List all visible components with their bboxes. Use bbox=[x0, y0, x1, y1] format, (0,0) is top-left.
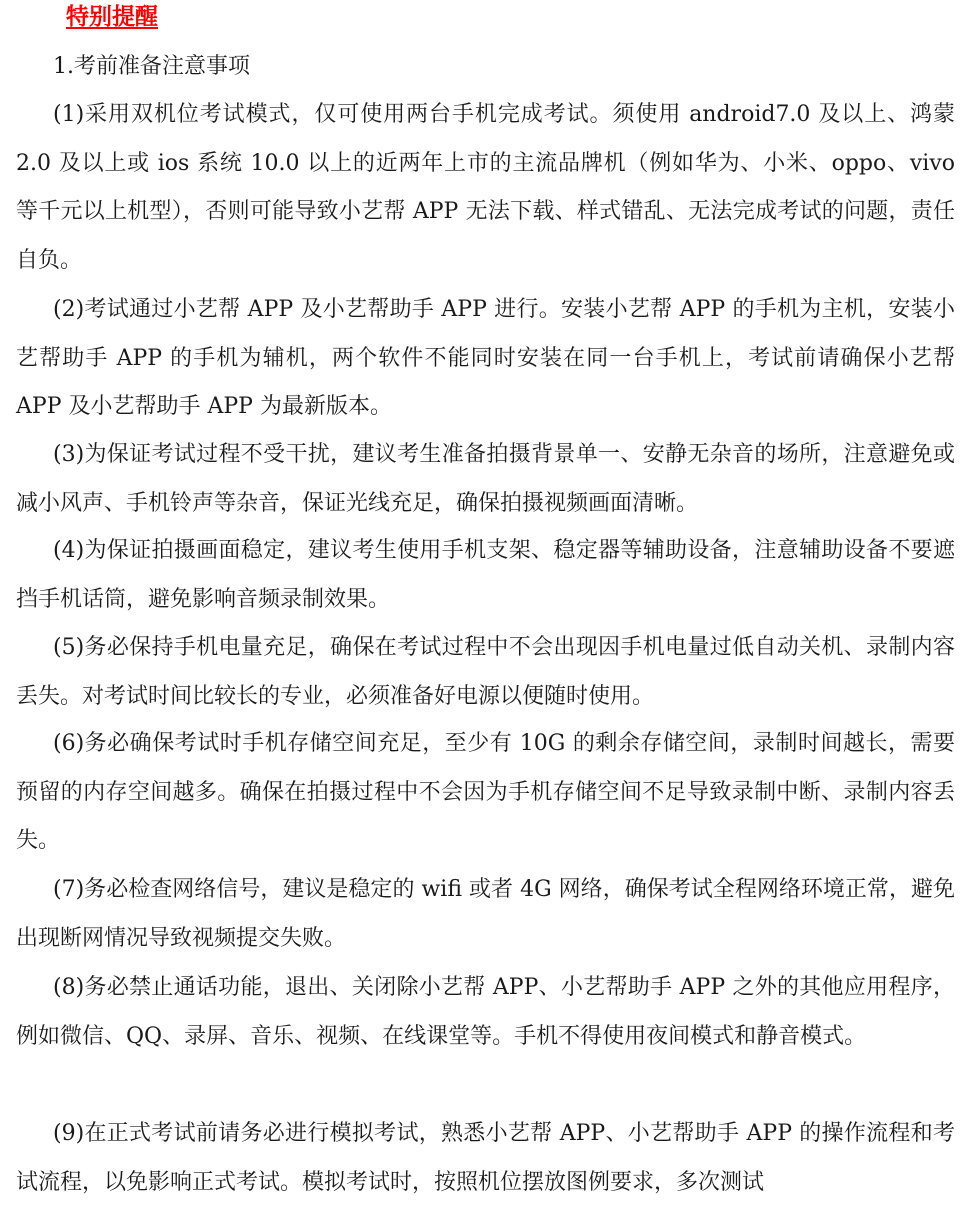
special-reminder-heading: 特别提醒 bbox=[66, 4, 158, 30]
paragraph-9: (9)在正式考试前请务必进行模拟考试，熟悉小艺帮 APP、小艺帮助手 APP 的操作流程和考试流程，以免影响正式考试。模拟考试时，按照机位摆放图例要求，多次测试 bbox=[16, 1121, 955, 1195]
paragraph-3: (3)为保证考试过程不受干扰，建议考生准备拍摄背景单一、安静无杂音的场所，注意避免或减小风声、手机铃声等杂音，保证光线充足，确保拍摄视频画面清晰。 bbox=[16, 442, 955, 516]
paragraph-5: (5)务必保持手机电量充足，确保在考试过程中不会出现因手机电量过低自动关机、录制内容丢失。对考试时间比较长的专业，必须准备好电源以便随时使用。 bbox=[16, 635, 955, 709]
section-title: 1.考前准备注意事项 bbox=[53, 54, 250, 79]
paragraph-6: (6)务必确保考试时手机存储空间充足，至少有 10G 的剩余存储空间，录制时间越长，需要预留的内存空间越多。确保在拍摄过程中不会因为手机存储空间不足导致录制中断、录制内容丢失。 bbox=[16, 731, 955, 854]
paragraph-1: (1)采用双机位考试模式，仅可使用两台手机完成考试。须使用 android7.0 及以上、鸿蒙 2.0 及以上或 ios 系统 10.0 以上的近两年上市的主流品牌机（例如华为、小米、oppo、vivo 等千元以上机型），否则可能导致小艺帮 APP 无法下载、样式错乱、无法完成考试的问题，责任自负。 bbox=[16, 102, 955, 273]
paragraph-7: (7)务必检查网络信号，建议是稳定的 wifi 或者 4G 网络，确保考试全程网络环境正常，避免出现断网情况导致视频提交失败。 bbox=[16, 877, 955, 951]
paragraph-2: (2)考试通过小艺帮 APP 及小艺帮助手 APP 进行。安装小艺帮 APP 的手机为主机，安装小艺帮助手 APP 的手机为辅机，两个软件不能同时安装在同一台手机上，考试前请确保小艺帮 APP 及小艺帮助手 APP 为最新版本。 bbox=[16, 297, 955, 420]
paragraph-8: (8)务必禁止通话功能，退出、关闭除小艺帮 APP、小艺帮助手 APP 之外的其他应用程序，例如微信、QQ、录屏、音乐、视频、在线课堂等。手机不得使用夜间模式和静音模式。 bbox=[16, 975, 955, 1049]
paragraph-4: (4)为保证拍摄画面稳定，建议考生使用手机支架、稳定器等辅助设备，注意辅助设备不要遮挡手机话筒，避免影响音频录制效果。 bbox=[16, 538, 955, 612]
